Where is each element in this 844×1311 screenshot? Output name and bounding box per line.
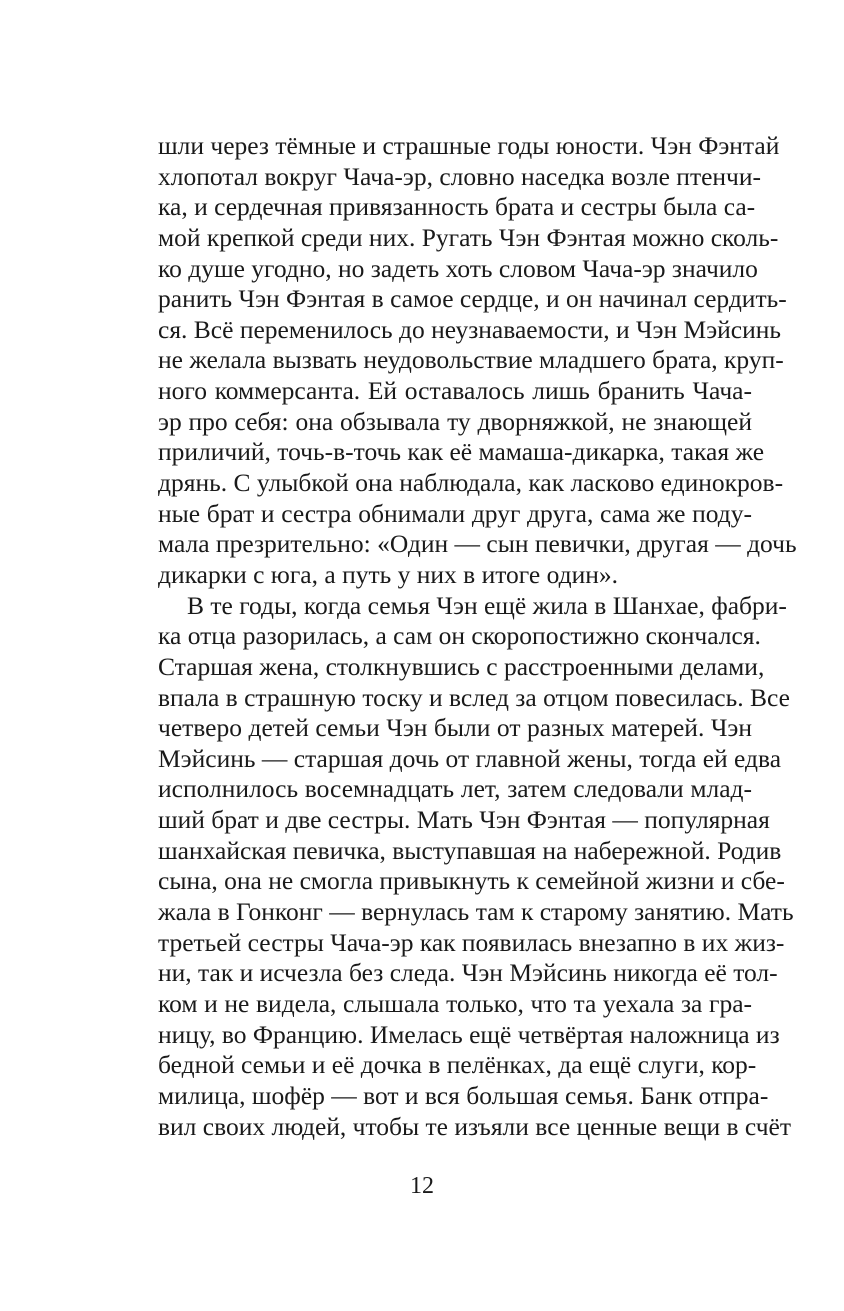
text-line: Мэйсинь — старшая дочь от главной жены, тогда ей едва [158,743,782,773]
text-line: ранить Чэн Фэнтая в самое сердце, и он начинал сердить- [158,284,787,314]
text-line: вил своих людей, чтобы те изъяли все ценные вещи в счёт [158,1111,791,1141]
text-line: ший брат и две сестры. Мать Чэн Фэнтая — популярная [158,805,770,835]
text-line: ся. Всё переменилось до неузнаваемости, и Чэн Мэйсинь [158,314,782,344]
text-line: мала презрительно: «Один — сын певички, другая — дочь [158,529,797,559]
text-line: шанхайская певичка, выступавшая на набережной. Родив [158,835,782,865]
text-line: четверо детей семьи Чэн были от разных матерей. Чэн [158,713,752,743]
text-line: ни, так и исчезла без следа. Чэн Мэйсинь никогда её тол- [158,958,778,988]
text-line: третьей сестры Чача-эр как появилась внезапно в их жиз- [158,927,785,957]
text-line: ком и не видела, слышала только, что та уехала за гра- [158,988,752,1018]
text-line: мой крепкой среди них. Ругать Чэн Фэнтая можно сколь- [158,222,779,252]
body-text [158,131,797,1142]
text-line: ницу, во Францию. Имелась ещё четвёртая наложница из [158,1019,780,1049]
page-number: 12 [410,1173,434,1199]
text-line: сына, она не смогла привыкнуть к семейной жизни и сбе- [158,866,785,896]
text-line: хлопотал вокруг Чача-эр, словно наседка возле птенчи- [158,161,762,191]
text-line: жала в Гонконг — вернулась там к старому занятию. Мать [158,897,794,927]
text-line: ного коммерсанта. Ей оставалось лишь бранить Чача- [158,376,752,406]
text-line: ко душе угодно, но задеть хоть словом Чача-эр значило [158,253,758,283]
text-line: ные брат и сестра обнимали друг друга, сама же поду- [158,498,752,528]
text-line: впала в страшную тоску и вслед за отцом повесилась. Все [158,682,790,712]
text-line: дрянь. С улыбкой она наблюдала, как ласково единокров- [158,468,784,498]
text-line: милица, шофёр — вот и вся большая семья. Банк отпра- [158,1080,769,1110]
paragraph-last-line: дикарки с юга, а путь у них в итоге один». [158,559,618,589]
text-line: эр про себя: она обзывала ту дворняжкой, не знающей [158,406,752,436]
text-line: Старшая жена, столкнувшись с расстроенными делами, [158,651,765,681]
text-line: ка, и сердечная привязанность брата и сестры была са- [158,192,756,222]
text-line: шли через тёмные и страшные годы юности. Чэн Фэнтай [158,131,780,160]
text-line: не желала вызвать неудовольствие младшего брата, круп- [158,345,784,375]
text-line: ка отца разорилась, а сам он скоропостижно скончался. [158,621,761,651]
paragraph-first-line: В те годы, когда семья Чэн ещё жила в Шанхае, фабри- [187,590,787,620]
text-line: исполнилось восемнадцать лет, затем следовали млад- [158,774,752,804]
text-line: приличий, точь-в-точь как её мамаша-дикарка, такая же [158,437,765,467]
text-line: бедной семьи и её дочка в пелёнках, да ещё слуги, кор- [158,1050,757,1080]
